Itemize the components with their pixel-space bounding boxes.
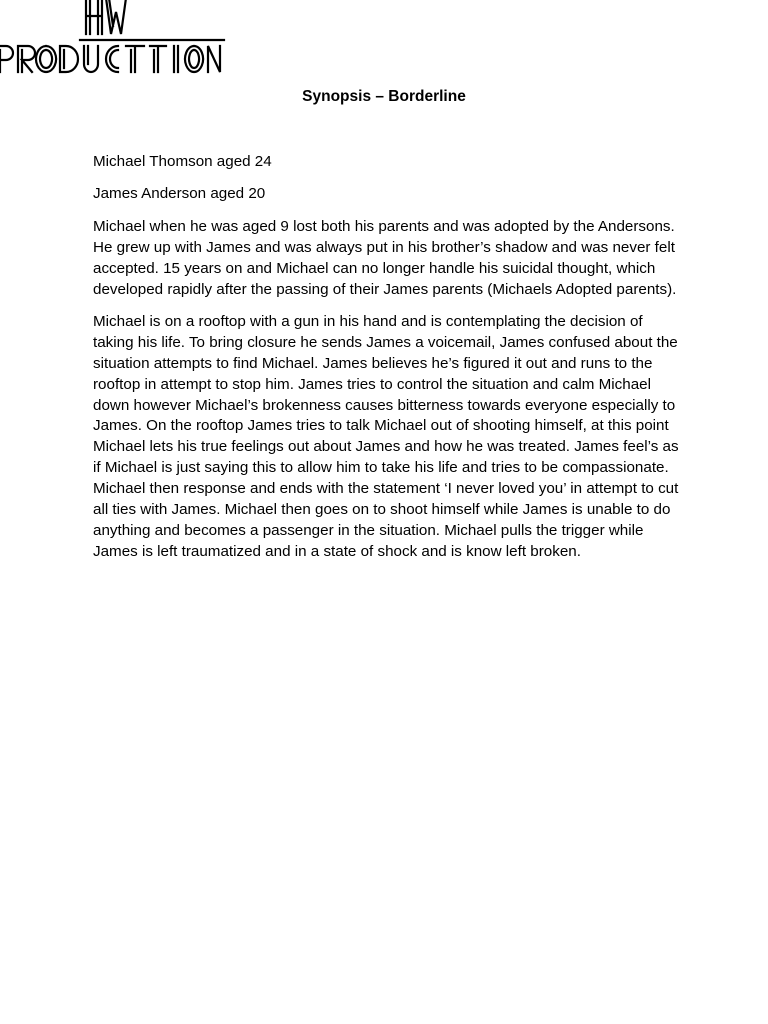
character-michael: Michael Thomson aged 24 — [93, 153, 272, 170]
document-title: Synopsis – Borderline — [302, 88, 466, 105]
plot-paragraph: Michael is on a rooftop with a gun in his hand and is contemplating the decision of taking his life. To bring closure he sends James a voicemail, James confused about the situation attempts to find Michael. James believes he’s figured it out and runs to the rooftop in attempt to stop him. James tries to control the situation and calm Michael down however Michael’s brokenness causes bitterness towards everyone especially to James. On the rooftop James tries to talk Michael out of shooting himself, at this point Michael lets his true feelings out about James and how he was treated. James feel’s as if Michael is just saying this to allow him to take his life and tries to be compassionate. Michael then response and ends with the statement ‘I never loved you’ in attempt to cut all ties with James. Michael then goes on to shoot himself while James is unable to do anything and becomes a passenger in the situation. Michael pulls the trigger while James is left traumatized and in a state of shock and is know left broken. — [93, 312, 679, 560]
hw-productions-logo — [0, 0, 226, 78]
backstory-paragraph: Michael when he was aged 9 lost both his parents and was adopted by the Andersons. He grew up with James and was always put in his brother’s shadow and was never felt accepted. 15 years on and Michael can no longer handle his suicidal thought, which developed rapidly after the passing of their James parents (Michaels Adopted parents). — [93, 217, 677, 298]
character-james: James Anderson aged 20 — [93, 185, 266, 203]
synopsis-body — [93, 152, 679, 574]
